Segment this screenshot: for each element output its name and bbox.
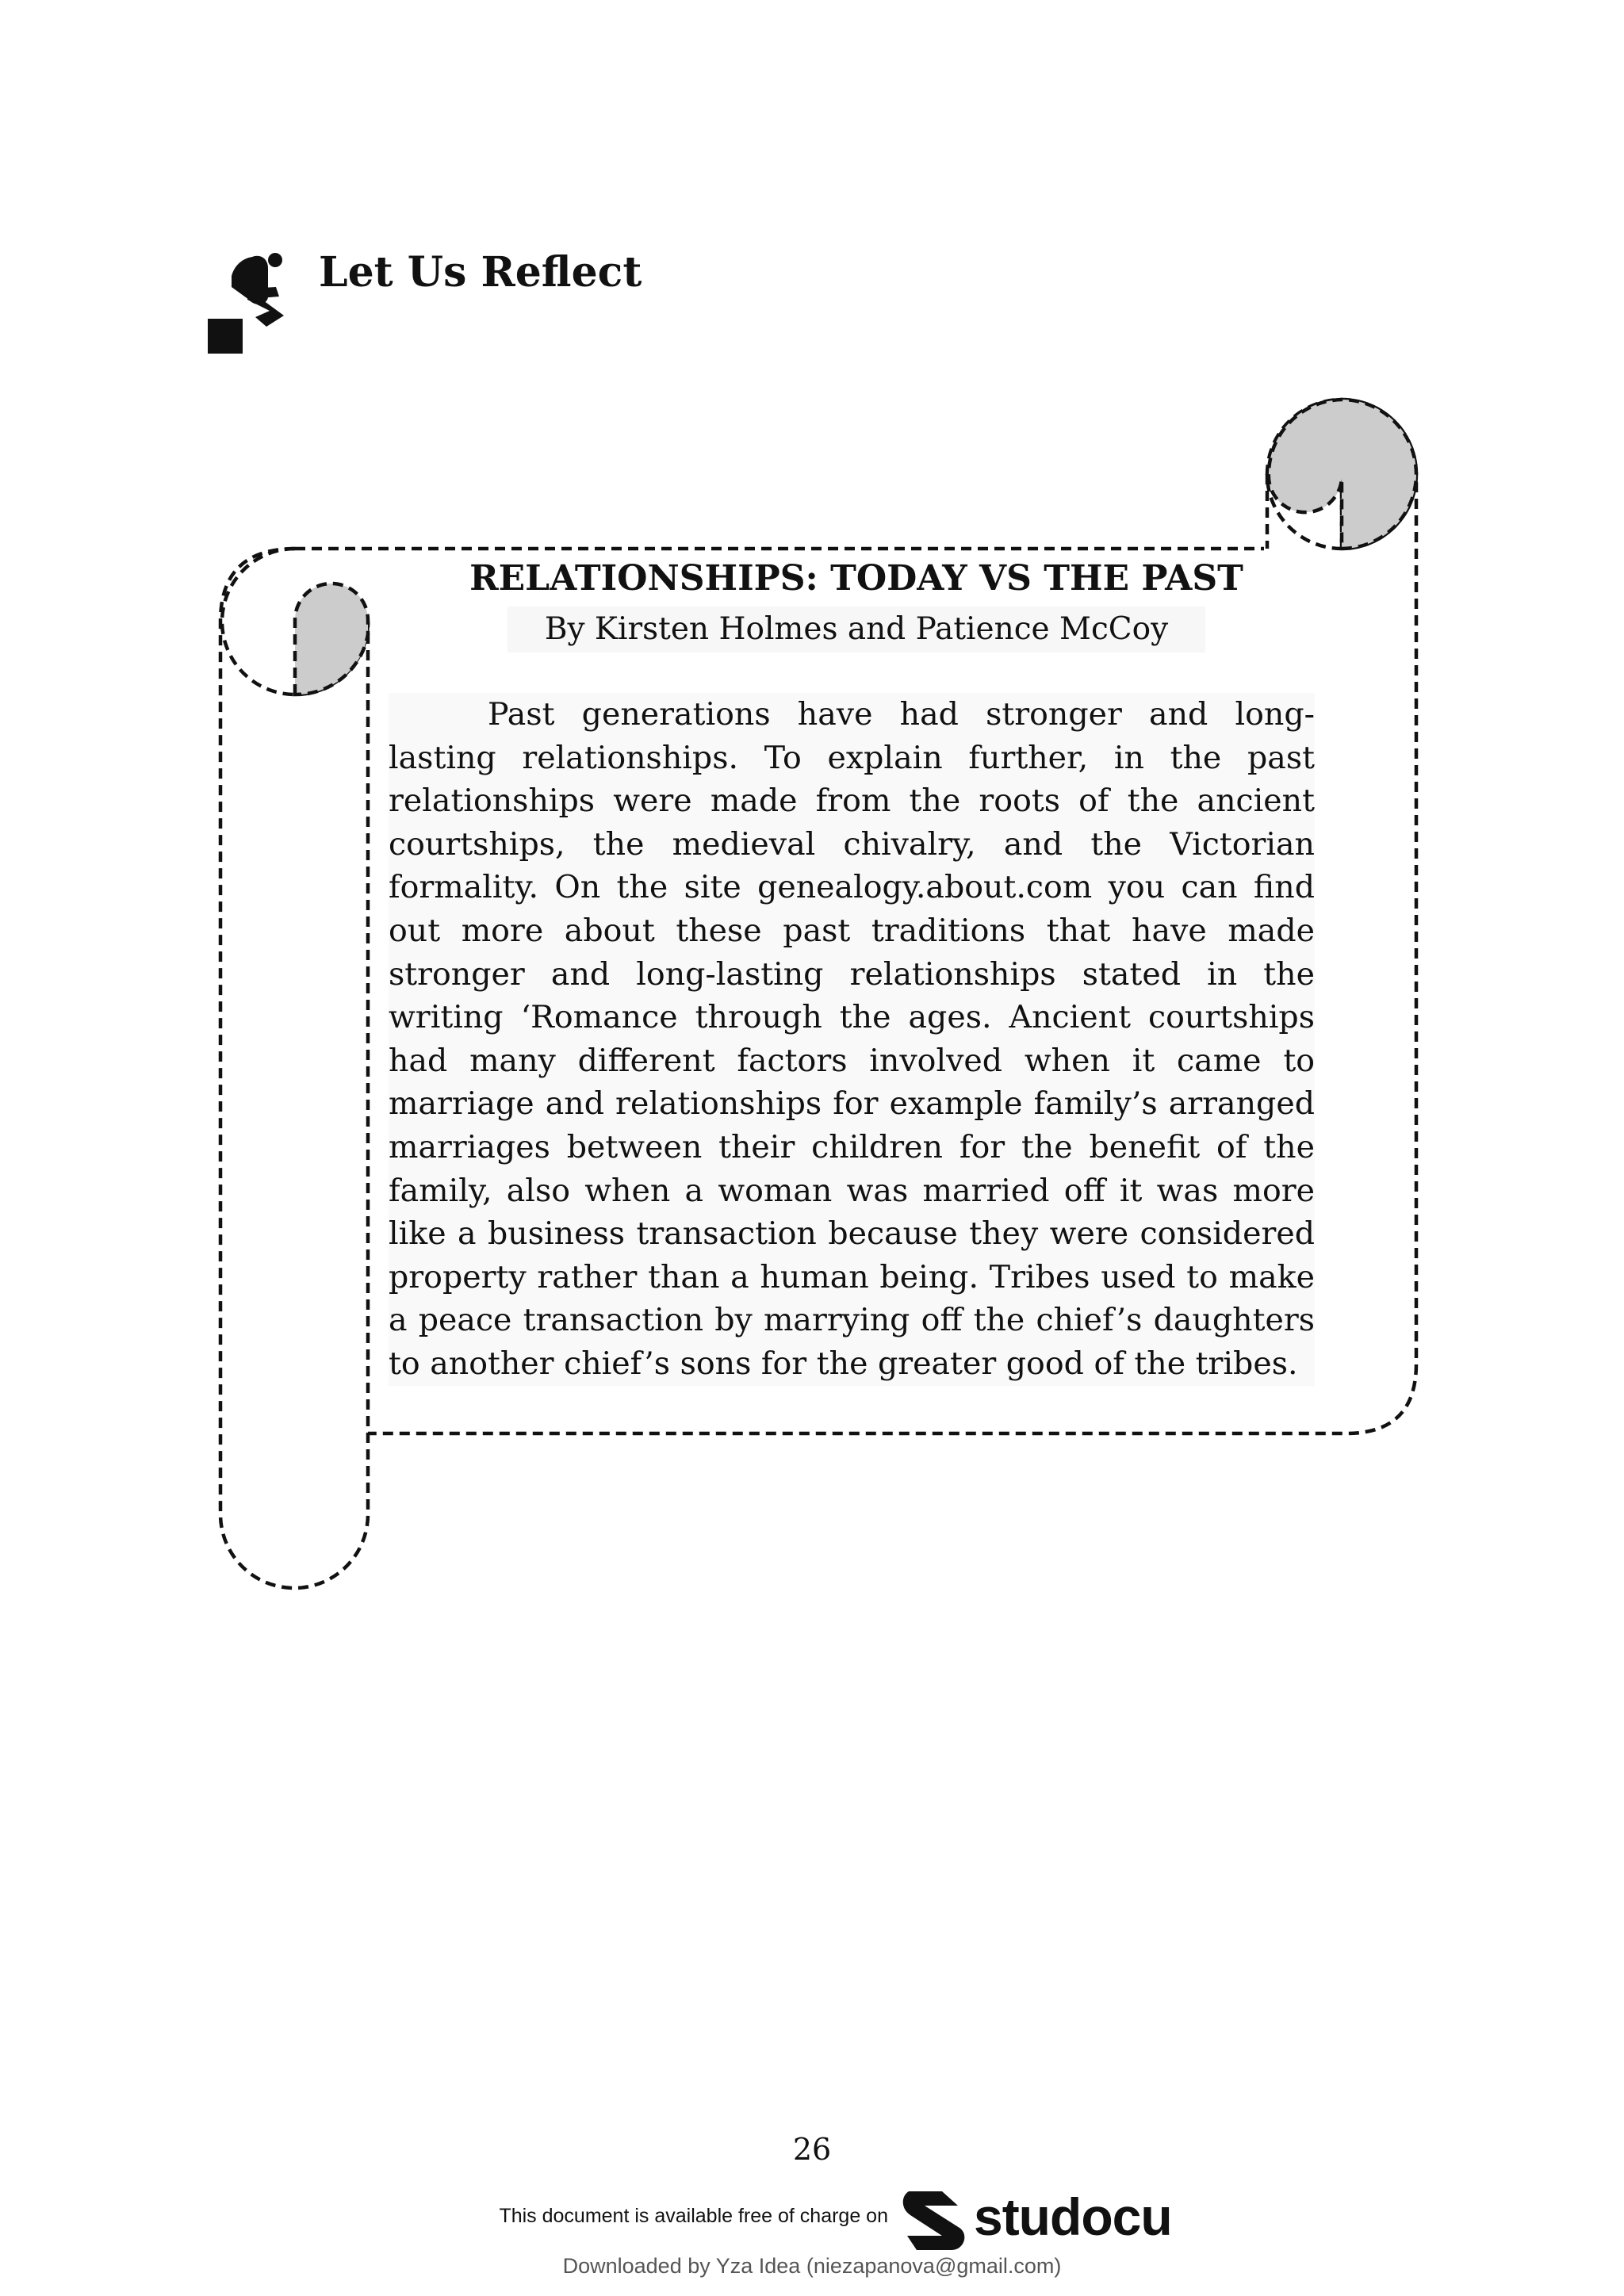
article-body: Past generations have had stronger and long-lasting relationships. To explain further, in the past relationships were made from the roots of the ancient courtships, the medieval chivalry, and the Victorian formality. On the site genealogy.about.com you can find out more about these past traditions that have made stronger and long-lasting relationships stated in the writing ‘Romance through the ages. Ancient courtships had many different factors involved when it came to marriage and relationships for example family’s arranged marriages between their children for the benefit of the family, also when a woman was married off it was more like a business transaction because they were considered property rather than a human being. Tribes used to make a peace transaction by marrying off the chief’s daughters to another chief’s sons for the greater good of the tribes.	[389, 693, 1315, 1386]
article-title: RELATIONSHIPS: TODAY VS THE PAST	[469, 558, 1243, 599]
scroll-left-curl	[295, 584, 368, 695]
studocu-logo-icon[interactable]	[901, 2185, 972, 2253]
section-title: Let Us Reflect	[319, 248, 642, 297]
scroll-left-roll	[220, 549, 368, 1588]
page-number: 26	[792, 2132, 832, 2167]
availability-note: This document is available free of charge on	[499, 2205, 888, 2227]
studocu-brand-name[interactable]: studocu	[974, 2187, 1172, 2246]
download-note: Downloaded by Yza Idea (niezapanova@gmail.com)	[562, 2254, 1062, 2278]
article-byline: By Kirsten Holmes and Patience McCoy	[508, 607, 1205, 652]
